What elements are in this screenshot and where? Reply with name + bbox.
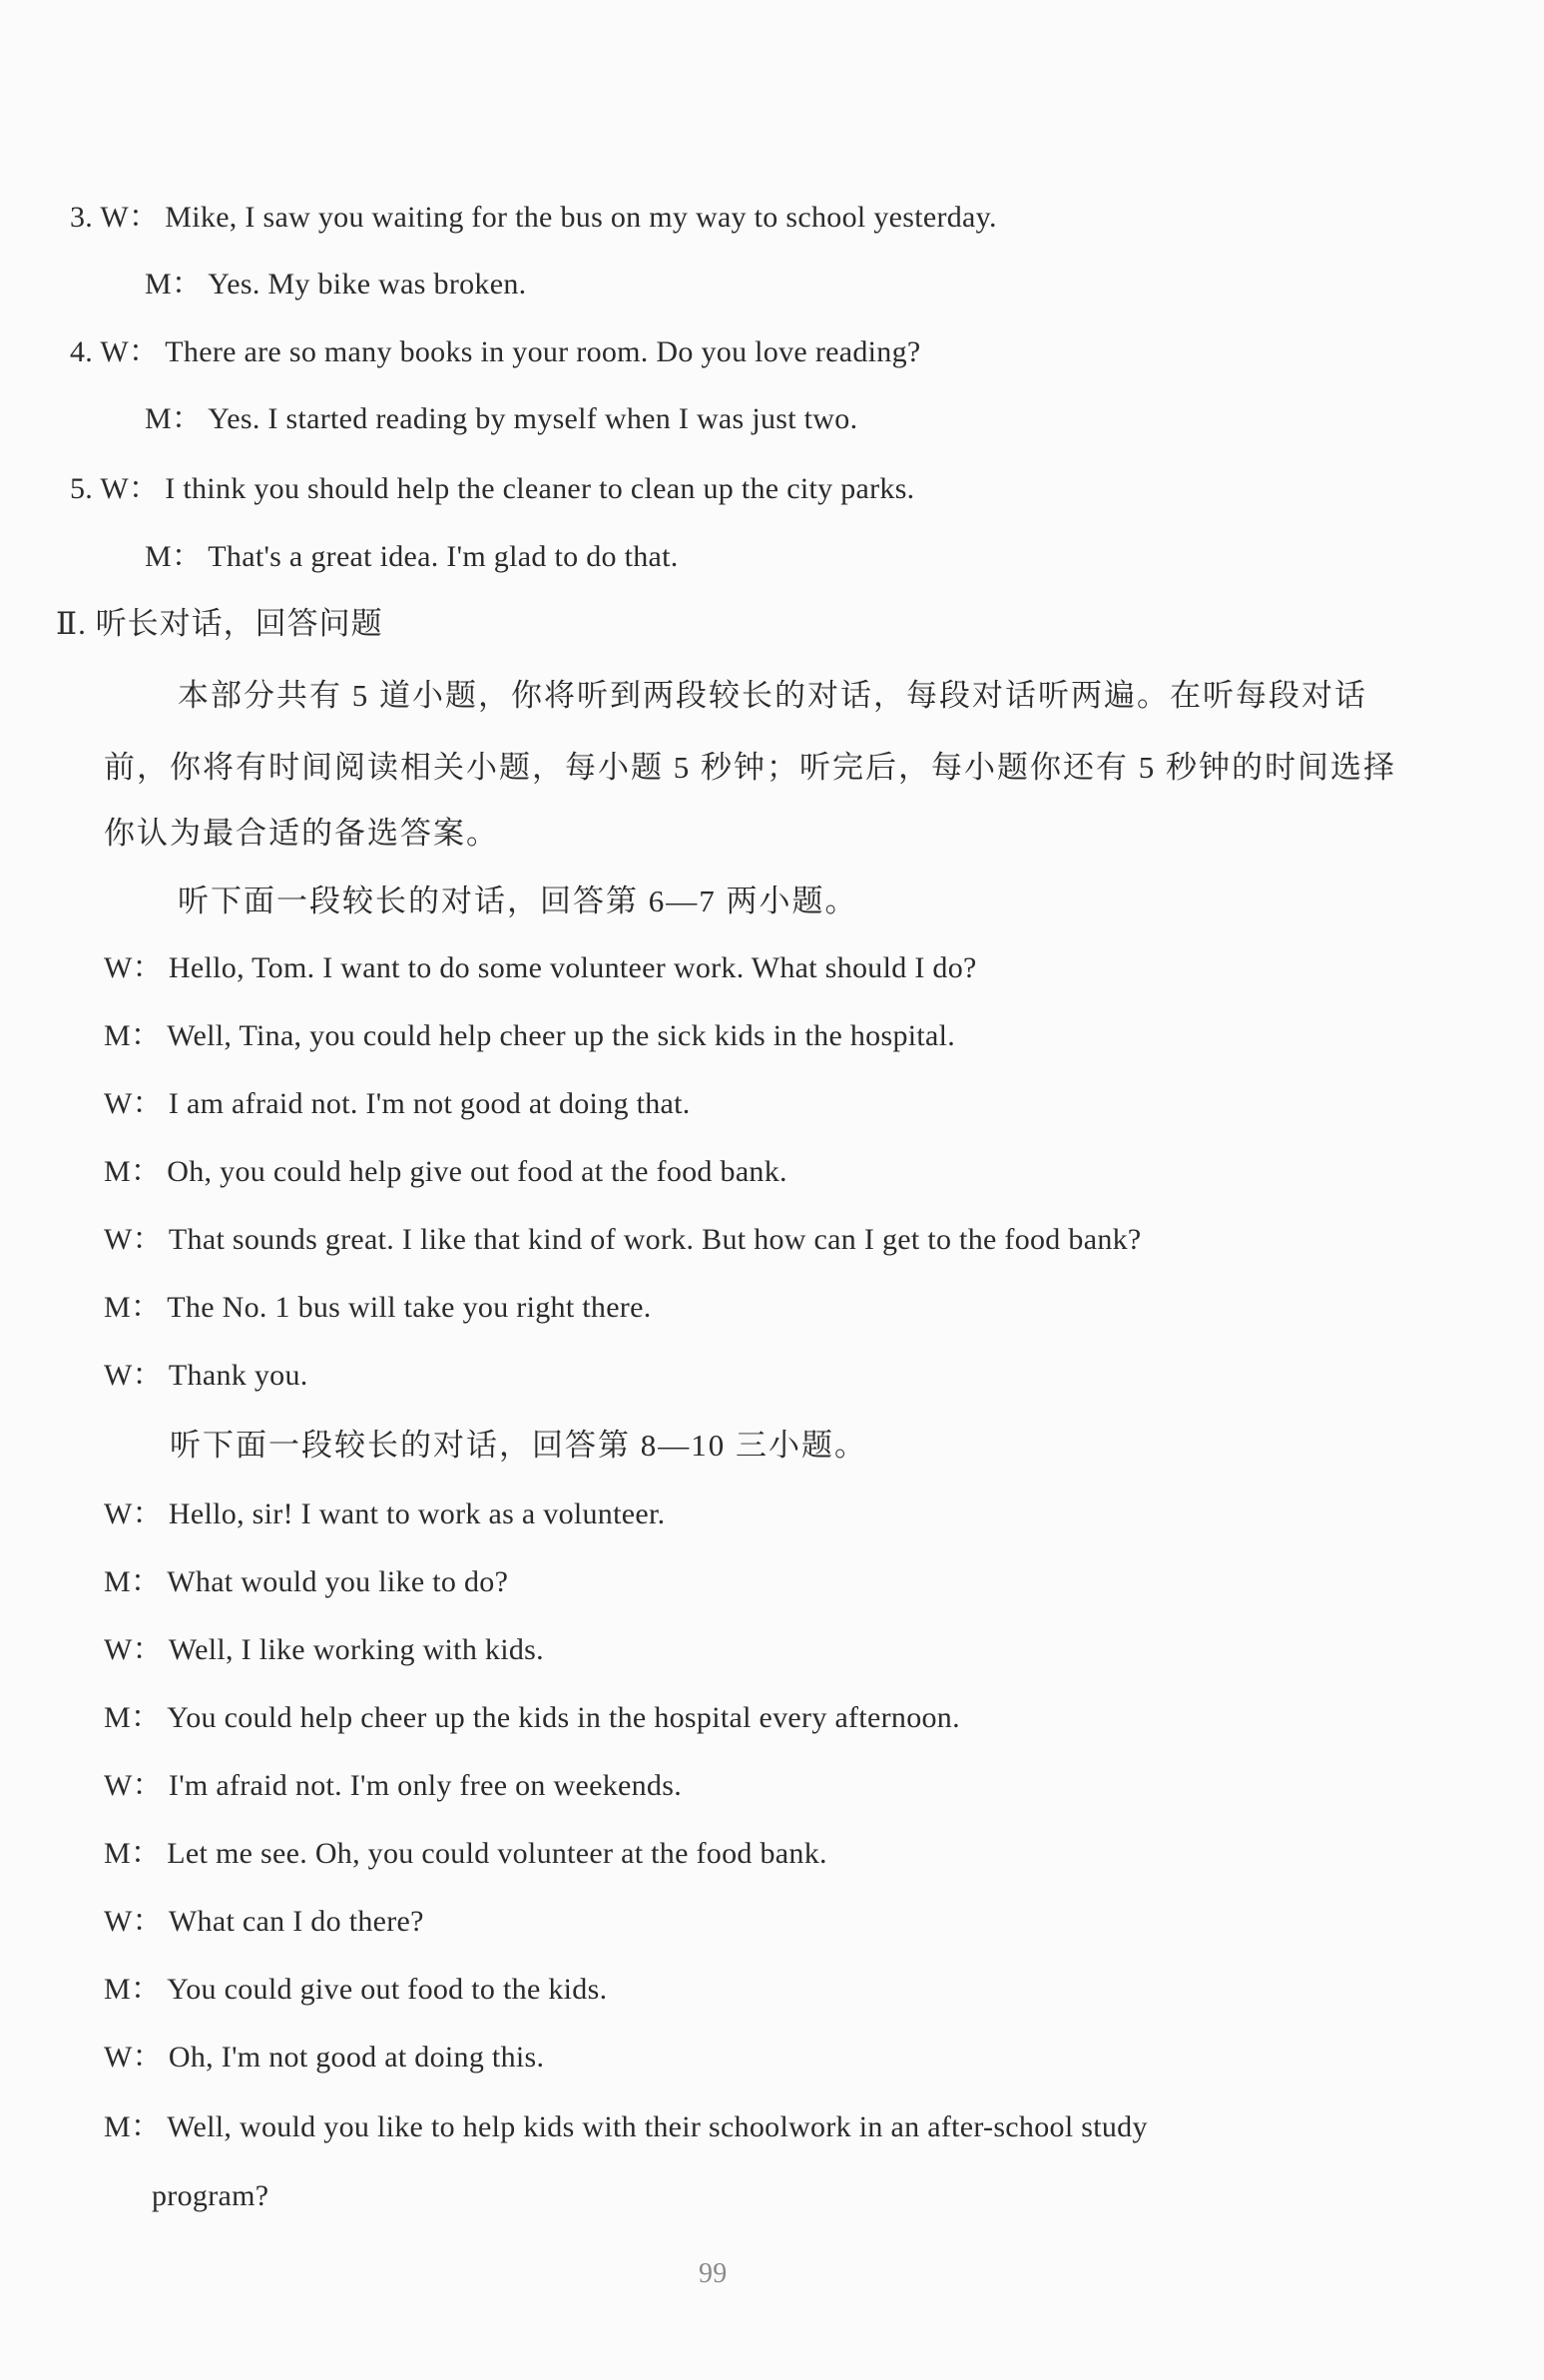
dialogue-text: Hello, Tom. I want to do some volunteer work. What should I do? [168, 951, 977, 984]
section-heading: Ⅱ. 听长对话，回答问题 [56, 606, 383, 641]
dialogue-line [104, 1494, 665, 1534]
dialogue-line [104, 1698, 960, 1738]
dialogue-line [104, 2038, 544, 2078]
dialogue-line [104, 1356, 308, 1396]
speaker-prefix: M： [104, 1019, 162, 1052]
dialogue-text: I think you should help the cleaner to clean up the city parks. [165, 472, 915, 505]
speaker-prefix: M： [104, 1973, 162, 2006]
dialogue-continuation: program? [152, 2179, 269, 2212]
dialogue-text: Hello, sir! I want to work as a volunteer. [168, 1497, 666, 1530]
dialogue-text: That sounds great. I like that kind of work. But how can I get to the food bank? [168, 1223, 1142, 1256]
dialogue-text: Well, Tina, you could help cheer up the sick kids in the hospital. [167, 1019, 956, 1052]
dialogue-text: Let me see. Oh, you could volunteer at the food bank. [167, 1837, 827, 1870]
speaker-prefix: W： [104, 1905, 163, 1938]
dialogue-line [145, 399, 857, 439]
speaker-prefix: W： [104, 2041, 163, 2074]
dialogue-line [145, 537, 679, 577]
dialogue-intro: 听下面一段较长的对话，回答第 6—7 两小题。 [178, 884, 858, 918]
speaker-prefix: W： [104, 1087, 163, 1120]
dialogue-text: I am afraid not. I'm not good at doing that. [168, 1087, 691, 1120]
speaker-prefix: W： [104, 1359, 163, 1392]
dialogue-text: Well, I like working with kids. [168, 1633, 544, 1666]
speaker-prefix: M： [104, 1565, 162, 1598]
dialogue-line [145, 265, 526, 304]
dialogue-text: Yes. I started reading by myself when I was just two. [208, 402, 858, 435]
speaker-prefix: W： [104, 1497, 163, 1530]
dialogue-line [104, 2107, 1148, 2147]
page-number: 99 [699, 2258, 728, 2289]
speaker-prefix: 4. W： [70, 335, 160, 368]
speaker-prefix: M： [145, 268, 203, 300]
dialogue-line [104, 1834, 827, 1874]
dialogue-text: That's a great idea. I'm glad to do that. [208, 540, 679, 573]
dialogue-line [104, 1220, 1142, 1260]
dialogue-line [104, 1902, 424, 1942]
speaker-prefix: M： [104, 1701, 162, 1734]
speaker-prefix: M： [104, 1155, 162, 1188]
dialogue-text: Yes. My bike was broken. [208, 268, 527, 300]
dialogue-line [104, 1288, 652, 1328]
dialogue-text: Thank you. [168, 1359, 308, 1392]
dialogue-text: The No. 1 bus will take you right there. [167, 1291, 652, 1324]
speaker-prefix: 5. W： [70, 472, 160, 505]
intro-paragraph-line: 你认为最合适的备选答案。 [104, 816, 499, 851]
speaker-prefix: M： [145, 540, 203, 573]
dialogue-line [70, 332, 921, 372]
speaker-prefix: M： [104, 2110, 162, 2143]
intro-paragraph-line: 本部分共有 5 道小题，你将听到两段较长的对话，每段对话听两遍。在听每段对话 [178, 678, 1367, 713]
dialogue-text: Mike, I saw you waiting for the bus on my way to school yesterday. [165, 201, 997, 234]
dialogue-line [104, 1562, 508, 1602]
dialogue-intro: 听下面一段较长的对话，回答第 8—10 三小题。 [170, 1428, 867, 1463]
dialogue-line [104, 1970, 607, 2010]
dialogue-text: There are so many books in your room. Do you love reading? [165, 335, 921, 368]
dialogue-text: You could help cheer up the kids in the hospital every afternoon. [167, 1701, 960, 1734]
dialogue-line [104, 1152, 787, 1192]
speaker-prefix: M： [145, 402, 203, 435]
speaker-prefix: W： [104, 1223, 163, 1256]
dialogue-line [70, 469, 914, 509]
speaker-prefix: 3. W： [70, 201, 160, 234]
dialogue-text: Oh, I'm not good at doing this. [168, 2041, 545, 2074]
dialogue-line [104, 948, 977, 988]
speaker-prefix: W： [104, 1769, 163, 1802]
dialogue-text: Oh, you could help give out food at the food bank. [167, 1155, 787, 1188]
dialogue-line [104, 1016, 955, 1056]
dialogue-line [104, 1766, 682, 1806]
speaker-prefix: M： [104, 1291, 162, 1324]
dialogue-line [104, 1084, 691, 1124]
speaker-prefix: M： [104, 1837, 162, 1870]
intro-paragraph-line: 前，你将有时间阅读相关小题，每小题 5 秒钟；听完后，每小题你还有 5 秒钟的时间选择 [104, 750, 1396, 785]
dialogue-text: I'm afraid not. I'm only free on weekends. [168, 1769, 682, 1802]
speaker-prefix: W： [104, 1633, 163, 1666]
speaker-prefix: W： [104, 951, 163, 984]
dialogue-line [104, 1630, 544, 1670]
dialogue-text: Well, would you like to help kids with their schoolwork in an after-school study [167, 2110, 1148, 2143]
dialogue-text: What can I do there? [168, 1905, 424, 1938]
dialogue-text: You could give out food to the kids. [167, 1973, 608, 2006]
dialogue-text: What would you like to do? [167, 1565, 509, 1598]
dialogue-line [70, 198, 997, 238]
